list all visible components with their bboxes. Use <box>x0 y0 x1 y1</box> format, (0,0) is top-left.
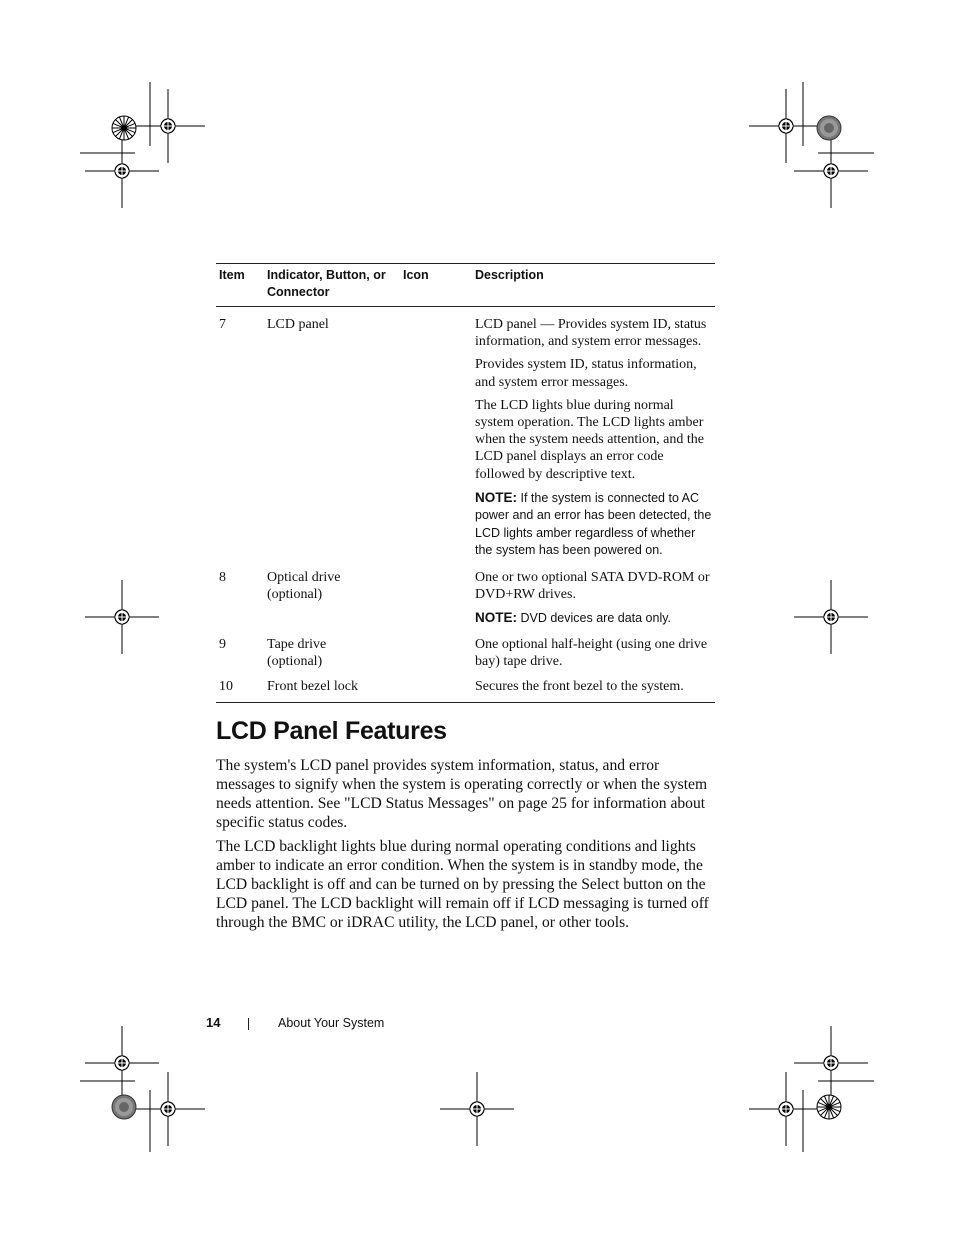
header-description: Description <box>475 268 544 282</box>
footer-chapter-title: About Your System <box>278 1016 385 1030</box>
row-item-number: 7 <box>219 317 226 332</box>
row-item-name: LCD panel <box>267 317 329 332</box>
description-paragraph: One or two optional SATA DVD-ROM or DVD+RW drives. <box>475 569 710 603</box>
description-paragraph: The LCD lights blue during normal system operation. The LCD lights amber when the system needs attention, and the LCD panel displays an error code followed by descriptive text. <box>475 397 704 482</box>
description-paragraph: Provides system ID, status information, and system error messages. <box>475 357 697 390</box>
table-row <box>216 676 715 702</box>
footer-divider <box>248 1018 249 1030</box>
row-description <box>475 316 715 560</box>
body-paragraph: The system's LCD panel provides system information, status, and error messages to signify when the system is operating correctly or when the system needs attention. See "LCD Status Messages" on page 25 for information about specific status codes. <box>216 757 708 831</box>
body-paragraph: The LCD backlight lights blue during normal operating conditions and lights amber to indicate an error condition. When the system is in standby mode, the LCD backlight is off and can be turned on by pressing the Select button on the LCD panel. The LCD backlight will remain off if LCD messaging is turned off through the BMC or iDRAC utility, the LCD panel, or other tools. <box>216 838 709 931</box>
table-row <box>216 307 715 560</box>
header-icon: Icon <box>403 268 429 282</box>
header-indicator: Indicator, Button, or Connector <box>267 268 386 299</box>
page-number: 14 <box>206 1015 221 1030</box>
section-heading: LCD Panel Features <box>216 717 447 745</box>
row-item-number: 10 <box>219 679 233 695</box>
table-row <box>216 634 715 670</box>
table-row <box>216 566 715 628</box>
description-paragraph: LCD panel — Provides system ID, status information, and system error messages. <box>475 317 707 350</box>
row-item-number: 9 <box>219 636 226 652</box>
note-text: If the system is connected to AC power and an error has been detected, the LCD lights amber regardless of whether the system has been powered on. <box>475 490 712 558</box>
row-description <box>475 569 715 628</box>
note-text: DVD devices are data only. <box>520 611 672 626</box>
features-table <box>216 263 715 703</box>
note-label: NOTE: <box>475 610 517 626</box>
row-item-number: 8 <box>219 569 226 585</box>
row-description <box>475 636 715 670</box>
row-description <box>475 678 715 695</box>
table-header <box>216 264 715 307</box>
row-item-name: Front bezel lock <box>267 679 358 695</box>
row-item-name: Tape drive (optional) <box>267 636 327 669</box>
description-paragraph: One optional half-height (using one drive bay) tape drive. <box>475 636 708 669</box>
header-item: Item <box>219 268 245 282</box>
note-label: NOTE: <box>475 489 517 505</box>
note <box>475 609 715 628</box>
note <box>475 489 715 560</box>
row-item-name: Optical drive (optional) <box>267 569 341 603</box>
description-paragraph: Secures the front bezel to the system. <box>475 679 684 695</box>
